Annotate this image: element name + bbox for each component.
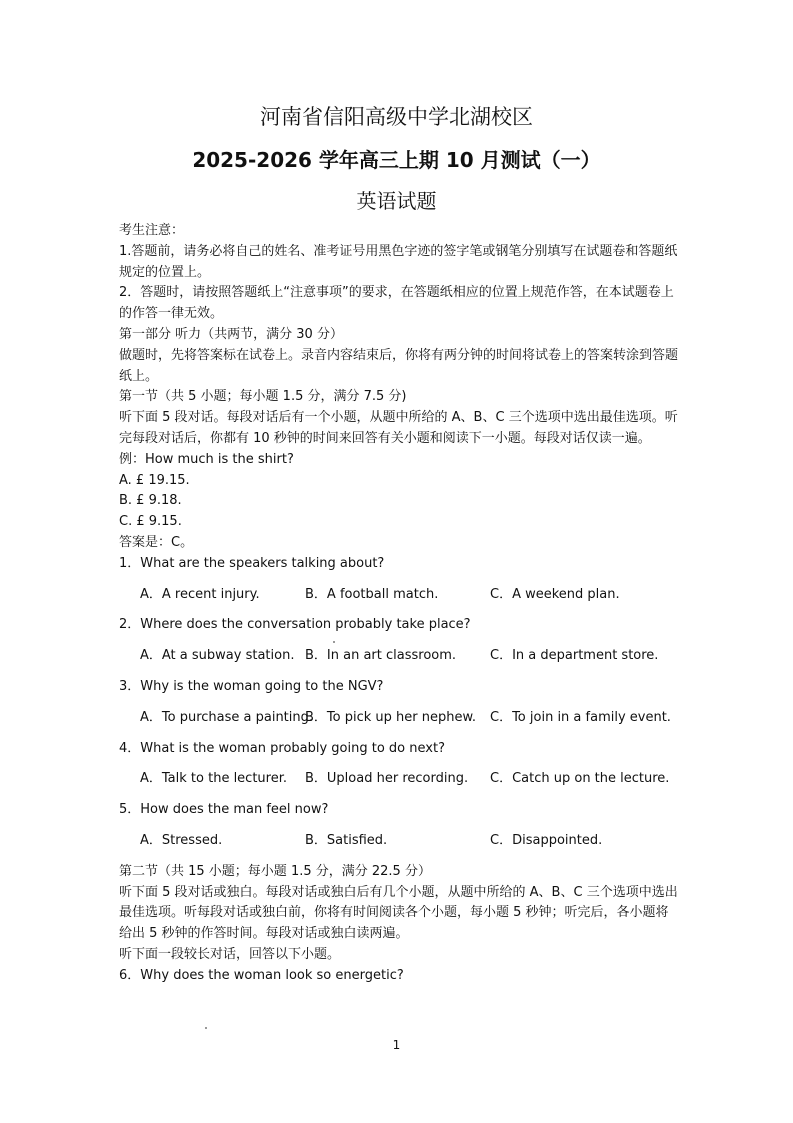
page-number: 1: [392, 1038, 401, 1052]
section1-title: 第一节（共 5 小题；每小题 1.5 分，满分 7.5 分): [119, 389, 407, 405]
section2-title: 第二节（共 15 小题；每小题 1.5 分，满分 22.5 分）: [119, 863, 431, 879]
question-5-option-b: B．Satisfied.: [305, 832, 388, 848]
question-5-option-c: C．Disappointed.: [490, 832, 603, 848]
question-1-stem: 1．What are the speakers talking about?: [119, 555, 385, 571]
example-option-b: B. £ 9.18.: [119, 493, 182, 509]
question-5-option-a: A．Stressed.: [140, 832, 223, 848]
question-1-option-c: C．A weekend plan.: [490, 586, 620, 602]
question-4-option-a: A．Talk to the lecturer.: [140, 771, 288, 787]
question-5-stem: 5．How does the man feel now?: [119, 802, 329, 818]
question-2-option-c: C．In a department store.: [490, 648, 659, 664]
part1-title: 第一部分 听力（共两节，满分 30 分）: [119, 326, 343, 342]
question-1-options: [119, 585, 679, 606]
notice-item-1: 1.答题前，请务必将自己的姓名、准考证号用黑色字迹的签字笔或钢笔分别填写在试题卷和答题纸规定的位置上。: [119, 243, 678, 280]
question-2-option-b: B．In an art classroom.: [305, 648, 457, 664]
question-5-options: [119, 831, 679, 852]
section2-instruction: 听下面 5 段对话或独白。每段对话或独白后有几个小题，从题中所给的 A、B、C 三个选项中选出最佳选项。听每段对话或独白前，你将有时间阅读各个小题，每小题 5 秒钟；听完后，各小题将给出 5 秒钟的作答时间。每段对话或独白读两遍。: [119, 884, 678, 942]
example-question: 例：How much is the shirt?: [119, 451, 294, 467]
example-option-a: A. £ 19.15.: [119, 472, 190, 488]
exam-title: 2025-2026 学年高三上期 10 月测试（一）: [192, 148, 601, 172]
example-option-c: C. £ 9.15.: [119, 514, 182, 530]
question-4-option-b: B．Upload her recording.: [305, 771, 469, 787]
part1-instruction: 做题时，先将答案标在试卷上。录音内容结束后，你将有两分钟的时间将试卷上的答案转涂到答题纸上。: [119, 347, 679, 384]
question-4-option-c: C．Catch up on the lecture.: [490, 771, 670, 787]
question-1-option-a: A．A recent injury.: [140, 586, 260, 602]
example-answer: 答案是：C。: [119, 534, 194, 550]
question-2-options: [119, 646, 679, 667]
question-2-stem: 2．Where does the conversation probably take place?: [119, 617, 471, 633]
notice-title: 考生注意：: [119, 223, 185, 238]
section1-instruction: 听下面 5 段对话。每段对话后有一个小题，从题中所给的 A、B、C 三个选项中选出最佳选项。听完每段对话后，你都有 10 秒钟的时间来回答有关小题和阅读下一小题。每段对话仅读一遍。: [119, 410, 678, 446]
question-3-option-c: C．To join in a family event.: [490, 709, 671, 725]
school-title: 河南省信阳高级中学北湖校区: [260, 105, 533, 129]
scan-speck: [333, 641, 335, 643]
question-6-stem: 6．Why does the woman look so energetic?: [119, 967, 404, 983]
scan-speck: [205, 1027, 207, 1029]
question-3-stem: 3．Why is the woman going to the NGV?: [119, 678, 384, 694]
subject-title: 英语试题: [356, 189, 437, 213]
question-3-option-b: B．To pick up her nephew.: [305, 709, 477, 725]
question-3-option-a: A．To purchase a painting.: [140, 709, 314, 725]
notice-item-2: 2．答题时，请按照答题纸上“注意事项”的要求，在答题纸相应的位置上规范作答，在本试题卷上的作答一律无效。: [119, 285, 674, 322]
question-1-option-b: B．A football match.: [305, 586, 439, 602]
question-3-options: [119, 708, 679, 729]
exam-body: [119, 221, 679, 987]
question-4-options: [119, 769, 679, 790]
question-2-option-a: A．At a subway station.: [140, 648, 295, 664]
section2-lead: 听下面一段较长对话，回答以下小题。: [119, 946, 341, 962]
question-4-stem: 4．What is the woman probably going to do next?: [119, 740, 445, 756]
